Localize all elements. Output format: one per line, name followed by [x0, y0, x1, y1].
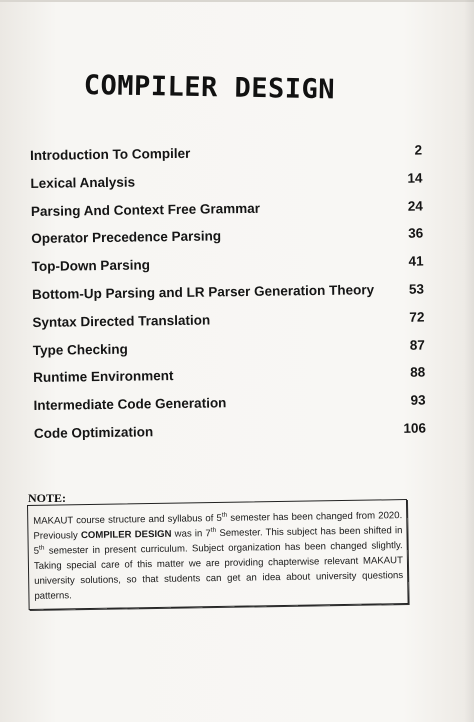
- toc-entry-label: Operator Precedence Parsing: [31, 228, 222, 247]
- note-text: semester in present curriculum. Subject organization has been changed slightly. Taking special care of this matter we are providing chapterwise relevant MAKAUT university solutions, so that students can get an idea about university questions patterns.: [33, 540, 404, 602]
- table-of-contents: [30, 143, 426, 454]
- note-box: [27, 499, 409, 610]
- toc-entry-page: 93: [410, 392, 426, 408]
- toc-entry-page: 53: [408, 281, 425, 297]
- toc-entry-page: 24: [407, 198, 423, 214]
- toc-entry: [34, 420, 426, 453]
- note-text: was in 7: [171, 528, 211, 540]
- page-edge: [0, 0, 474, 2]
- toc-entry-label: Code Optimization: [33, 424, 154, 441]
- toc-entry-page: 106: [403, 420, 427, 436]
- ordinal-suffix: th: [38, 544, 45, 552]
- note-text: Semester. This subject has been shifted in 5: [33, 525, 403, 557]
- toc-entry-label: Lexical Analysis: [30, 174, 136, 191]
- toc-entry-label: Intermediate Code Generation: [33, 395, 227, 414]
- note-text: semester has been changed from 2020. Previously: [33, 510, 403, 542]
- note-heading: NOTE:: [28, 491, 67, 505]
- toc-entry-page: 87: [409, 337, 425, 353]
- toc-entry-label: Bottom-Up Parsing and LR Parser Generation Theory: [31, 282, 375, 302]
- toc-entry-label: Parsing And Context Free Grammar: [30, 200, 261, 219]
- ordinal-suffix: th: [221, 511, 228, 519]
- note-subject-name: COMPILER DESIGN: [80, 528, 172, 542]
- page-fold-shadow: [464, 0, 474, 722]
- ordinal-suffix: th: [210, 526, 217, 534]
- book-title: COMPILER DESIGN: [83, 70, 336, 106]
- toc-entry-label: Introduction To Compiler: [30, 145, 191, 163]
- toc-entry-label: Type Checking: [32, 341, 128, 358]
- note-text: MAKAUT course structure and syllabus of 5: [33, 512, 222, 527]
- toc-entry-label: Syntax Directed Translation: [32, 312, 211, 330]
- toc-entry-label: Top-Down Parsing: [31, 257, 151, 275]
- toc-entry-page: 14: [407, 170, 423, 186]
- toc-entry-page: 88: [410, 364, 426, 381]
- toc-entry-label: Runtime Environment: [33, 368, 174, 386]
- toc-entry-page: 2: [414, 142, 423, 158]
- toc-entry-page: 72: [409, 309, 425, 325]
- toc-entry-page: 41: [408, 253, 424, 269]
- toc-entry-page: 36: [408, 225, 424, 242]
